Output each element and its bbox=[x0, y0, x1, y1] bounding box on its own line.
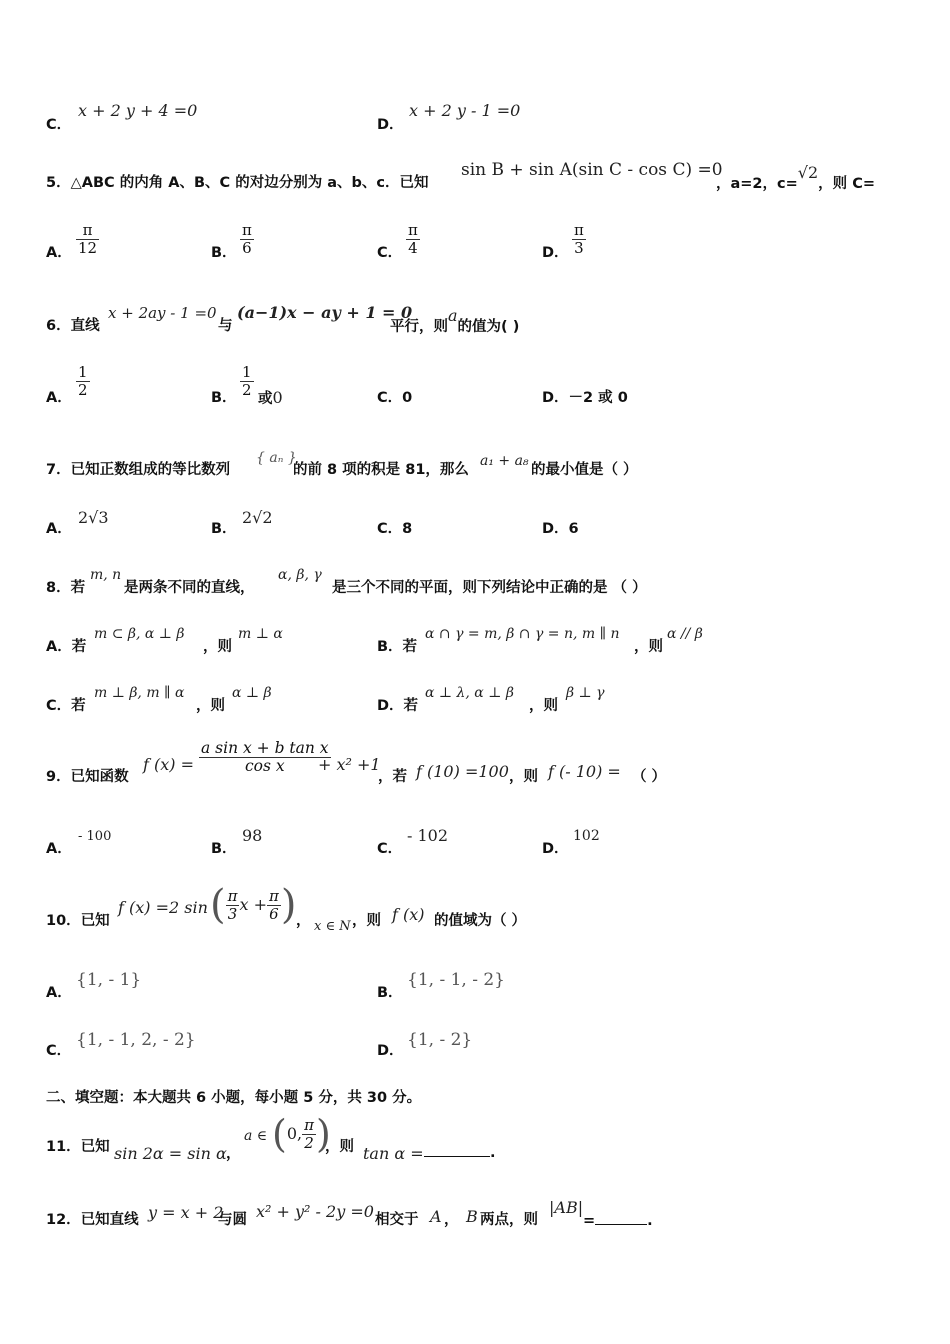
q6-line1: x + 2ay - 1 =0 bbox=[108, 304, 217, 322]
q5-option-b-frac: $\frac{\pi}{6}$ bbox=[242, 221, 252, 257]
q7-sequence: { aₙ } bbox=[256, 450, 297, 466]
q7-text3: 的最小值是（ ） bbox=[531, 462, 638, 478]
q6-option-b-tail: 或0 bbox=[258, 388, 283, 407]
q7-option-a-val: 2√3 bbox=[78, 508, 109, 527]
q10-option-b-val: {1, - 1, - 2} bbox=[407, 970, 505, 990]
option-d-label: D． bbox=[377, 117, 404, 133]
q7-option-c: C．8 bbox=[377, 521, 413, 537]
q10-domain: x ∈ N bbox=[314, 919, 351, 934]
q5-option-c: C． bbox=[377, 245, 403, 261]
q8-option-a-then: ，则 bbox=[203, 639, 232, 655]
q7-option-b: B． bbox=[211, 521, 237, 537]
q5-option-b: B． bbox=[211, 245, 237, 261]
question-8: 8．若 bbox=[46, 580, 86, 596]
q5-option-d: D． bbox=[542, 245, 569, 261]
q7-expr: a₁ + a₈ bbox=[480, 453, 529, 469]
q8-option-b-res: α // β bbox=[667, 626, 703, 642]
q11-text2: ，则 bbox=[325, 1139, 354, 1155]
q10-option-c-val: {1, - 1, 2, - 2} bbox=[76, 1030, 196, 1050]
q11-eq: sin 2α = sin α bbox=[114, 1144, 227, 1163]
q6-option-d: D．－2 或 0 bbox=[542, 390, 628, 406]
q7-text2: 的前 8 项的积是 81，那么 bbox=[293, 462, 469, 478]
q12-point-a: A bbox=[430, 1207, 442, 1226]
q8-option-b-cond: α ∩ γ = m, β ∩ γ = n, m ∥ n bbox=[425, 626, 620, 642]
q5-option-a: A． bbox=[46, 245, 72, 261]
q5-option-d-frac: $\frac{\pi}{3}$ bbox=[574, 221, 584, 257]
q10-f-lhs: f (x) =2 sin bbox=[118, 898, 208, 917]
q8-option-c: C．若 bbox=[46, 698, 86, 714]
q6-option-a-frac: $\frac{1}{2}$ bbox=[78, 363, 88, 399]
option-d-expr: x + 2 y - 1 =0 bbox=[409, 101, 521, 120]
question-9: 9．已知函数 bbox=[46, 769, 129, 785]
q10-text2: ，则 bbox=[352, 913, 381, 929]
q12-comma: ， bbox=[444, 1212, 459, 1228]
q8-option-c-then: ，则 bbox=[196, 698, 225, 714]
q10-option-c: C． bbox=[46, 1043, 72, 1059]
q5-option-a-frac: $\frac{\pi}{12}$ bbox=[78, 221, 98, 257]
q10-text3: 的值域为（ ） bbox=[434, 913, 527, 929]
q9-option-c: C． bbox=[377, 841, 403, 857]
option-c-expr: x + 2 y + 4 =0 bbox=[78, 101, 198, 120]
q6-and: 与 bbox=[218, 318, 233, 334]
q12-text3: 相交于 bbox=[375, 1212, 419, 1228]
q12-line: y = x + 2 bbox=[148, 1203, 224, 1222]
q8-option-a-cond: m ⊂ β, α ⊥ β bbox=[94, 626, 185, 642]
q11-domain-a: a ∈ bbox=[244, 1128, 268, 1144]
q9-option-a: A． bbox=[46, 841, 72, 857]
q9-given: f (10) =100 bbox=[416, 762, 509, 781]
q10-arg: ( $\frac{\pi}{3}$ x + $\frac{\pi}{6}$ ) bbox=[210, 882, 297, 928]
question-10: 10．已知 bbox=[46, 913, 110, 929]
q7-option-d: D．6 bbox=[542, 521, 579, 537]
q8-option-d-res: β ⊥ γ bbox=[566, 685, 605, 701]
q8-text2: 是两条不同的直线， bbox=[124, 580, 255, 596]
q6-line2: (a−1)x − ay + 1 = 0 bbox=[237, 303, 413, 322]
q8-option-d-then: ，则 bbox=[529, 698, 558, 714]
q6-option-a: A． bbox=[46, 390, 72, 406]
question-11: 11．已知 bbox=[46, 1139, 110, 1155]
q6-option-b: B． bbox=[211, 390, 237, 406]
q8-text3: 是三个不同的平面，则下列结论中正确的是 （ ） bbox=[332, 580, 647, 596]
q9-option-b: B． bbox=[211, 841, 237, 857]
q9-option-d-val: 102 bbox=[573, 828, 600, 844]
q9-f-lhs: f (x) = bbox=[143, 755, 195, 774]
q8-option-b-then: ，则 bbox=[634, 639, 663, 655]
question-7: 7．已知正数组成的等比数列 bbox=[46, 462, 231, 478]
q10-comma: ， bbox=[296, 913, 311, 929]
q8-option-b: B．若 bbox=[377, 639, 418, 655]
q9-text2: ，若 bbox=[378, 769, 407, 785]
q12-point-b: B bbox=[466, 1207, 478, 1226]
question-6: 6．直线 bbox=[46, 318, 100, 334]
q9-text3: ，则 bbox=[509, 769, 538, 785]
q8-option-c-res: α ⊥ β bbox=[232, 685, 272, 701]
q9-option-a-val: - 100 bbox=[78, 829, 112, 844]
q12-ask: |AB| bbox=[549, 1198, 584, 1217]
q7-option-b-val: 2√2 bbox=[242, 508, 273, 527]
q10-option-d-val: {1, - 2} bbox=[407, 1030, 473, 1050]
q10-f-ref: f (x) bbox=[392, 905, 425, 924]
q6-option-b-frac: $\frac{1}{2}$ bbox=[242, 363, 252, 399]
q10-option-d: D． bbox=[377, 1043, 404, 1059]
q8-option-d: D．若 bbox=[377, 698, 419, 714]
q8-option-a-res: m ⊥ α bbox=[238, 626, 283, 642]
q9-f-frac: $\frac{\text{a sin x + b tan x}}{\text{cos x}}$ bbox=[201, 739, 329, 775]
q9-ask: f (- 10) = bbox=[548, 762, 621, 781]
q11-interval: (0, $\frac{\pi}{2}$ ) bbox=[272, 1112, 331, 1156]
q11-comma: ， bbox=[226, 1146, 241, 1162]
q10-option-a: A． bbox=[46, 985, 72, 1001]
q9-option-c-val: - 102 bbox=[407, 826, 449, 845]
q8-lines: m, n bbox=[90, 567, 122, 583]
section-2-title: 二、填空题：本大题共 6 小题，每小题 5 分，共 30 分。 bbox=[46, 1090, 422, 1106]
q9-text4: （ ） bbox=[632, 769, 667, 785]
q9-option-b-val: 98 bbox=[242, 826, 263, 845]
q8-planes: α, β, γ bbox=[278, 567, 322, 583]
q5-given: ，a=2，c=√2，则 C= bbox=[716, 163, 875, 192]
q10-option-a-val: {1, - 1} bbox=[76, 970, 142, 990]
q12-circle: x² + y² - 2y =0 bbox=[256, 1202, 374, 1221]
q8-option-a: A．若 bbox=[46, 639, 87, 655]
q8-option-c-cond: m ⊥ β, m ∥ α bbox=[94, 685, 185, 701]
q9-f-tail: + x² +1 bbox=[318, 755, 381, 774]
question-12: 12．已知直线 bbox=[46, 1212, 139, 1228]
q8-option-d-cond: α ⊥ λ, α ⊥ β bbox=[425, 685, 514, 701]
question-5: 5．△ABC 的内角 A、B、C 的对边分别为 a、b、c．已知 bbox=[46, 175, 429, 191]
q5-option-c-frac: $\frac{\pi}{4}$ bbox=[408, 221, 418, 257]
q12-text2: 与圆 bbox=[218, 1212, 247, 1228]
q11-ask: tan α = bbox=[363, 1144, 424, 1163]
q9-option-d: D． bbox=[542, 841, 569, 857]
q6-text: 平行，则a的值为( ) bbox=[390, 306, 520, 335]
q6-option-c: C．0 bbox=[377, 390, 413, 406]
q7-option-a: A． bbox=[46, 521, 72, 537]
q12-answer[interactable]: = . bbox=[583, 1210, 653, 1231]
q12-text4: 两点，则 bbox=[480, 1212, 538, 1228]
q11-answer-blank[interactable]: . bbox=[424, 1142, 496, 1163]
q5-condition: sin B + sin A(sin C - cos C) =0 bbox=[461, 160, 723, 180]
option-c-label: C． bbox=[46, 117, 72, 133]
q10-option-b: B． bbox=[377, 985, 403, 1001]
